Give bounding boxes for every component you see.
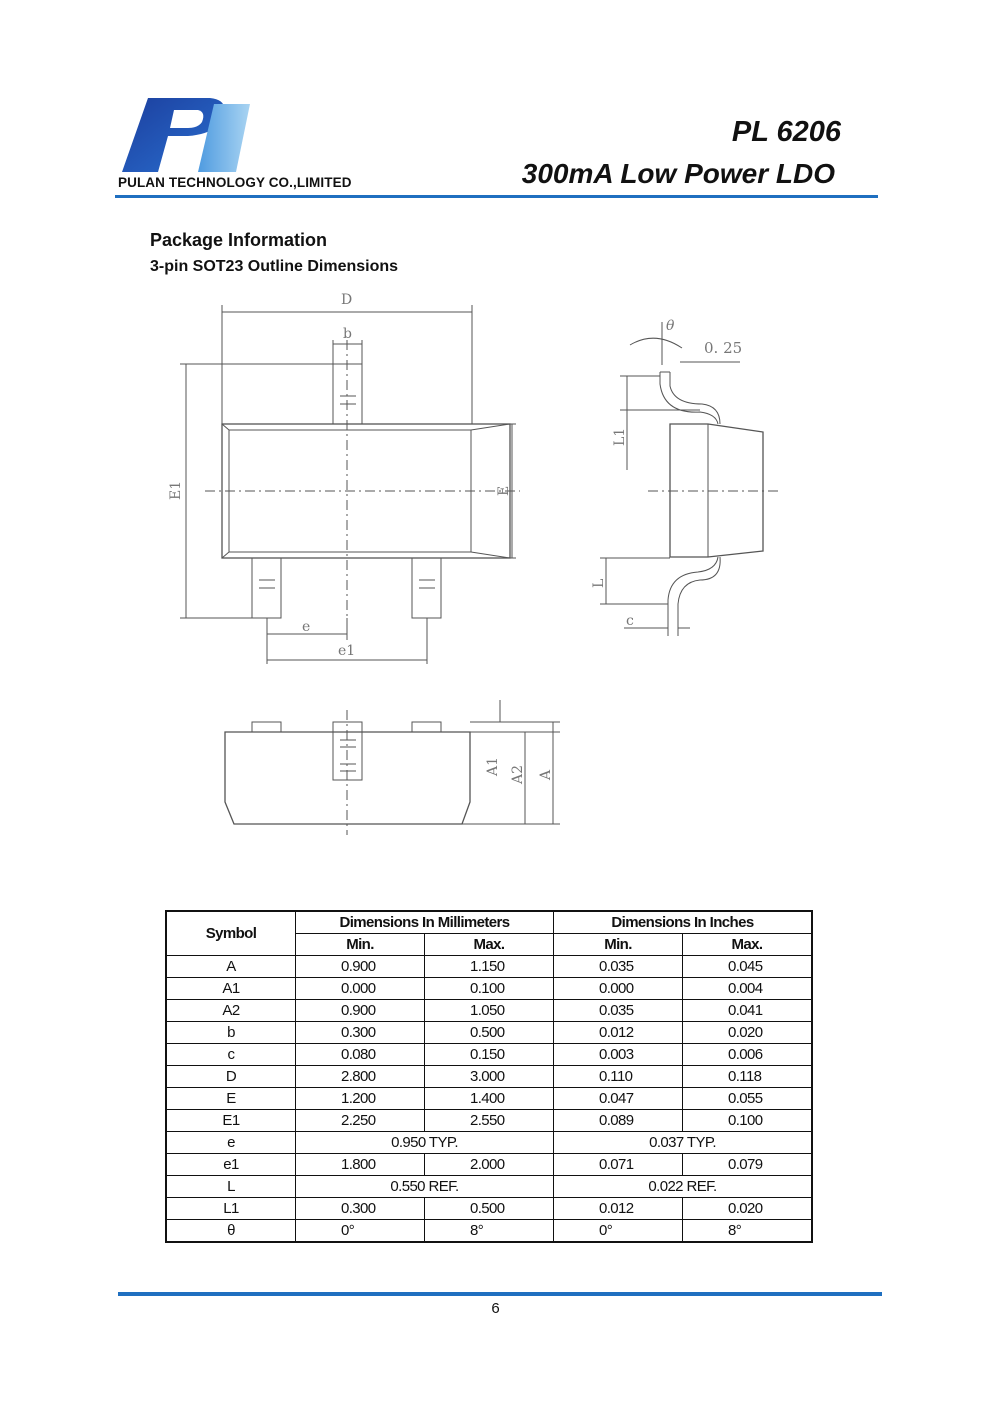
in-max-header: Max. [683,934,813,956]
table-row [166,1088,812,1110]
mm-max-cell: 0.500 [425,1198,554,1220]
mm-max-cell: 2.000 [425,1154,554,1176]
symbol-cell: D [166,1066,296,1088]
in-max-cell: 0.020 [683,1198,813,1220]
in-min-cell: 0.012 [554,1198,683,1220]
in-max-cell: 0.118 [683,1066,813,1088]
in-max-cell: 8° [683,1220,813,1243]
mm-max-cell: 1.400 [425,1088,554,1110]
mm-min-cell: 0.080 [296,1044,425,1066]
symbol-cell: b [166,1022,296,1044]
label-D: D [341,292,353,308]
mm-max-cell: 0.100 [425,978,554,1000]
mm-max-cell: 1.150 [425,956,554,978]
in-min-cell: 0.035 [554,1000,683,1022]
symbol-cell: E1 [166,1110,296,1132]
symbol-cell: L [166,1176,296,1198]
symbol-cell: A [166,956,296,978]
outline-drawing [150,285,850,845]
mm-min-cell: 2.250 [296,1110,425,1132]
mm-min-cell: 0.300 [296,1022,425,1044]
mm-header: Dimensions In Millimeters [296,911,554,934]
table-row [166,1132,812,1154]
in-min-cell: 0.110 [554,1066,683,1088]
mm-min-cell: 0° [296,1220,425,1243]
mm-max-cell: 3.000 [425,1066,554,1088]
table-row [166,1154,812,1176]
in-span-cell: 0.037 TYP. [554,1132,813,1154]
label-E: E [496,485,512,496]
page-number: 6 [491,1300,500,1317]
in-max-cell: 0.100 [683,1110,813,1132]
symbol-cell: A1 [166,978,296,1000]
label-b: b [343,326,352,342]
mm-min-cell: 1.800 [296,1154,425,1176]
symbol-header: Symbol [166,911,296,956]
in-max-cell: 0.041 [683,1000,813,1022]
in-max-cell: 0.020 [683,1022,813,1044]
mm-max-cell: 8° [425,1220,554,1243]
mm-min-cell: 0.000 [296,978,425,1000]
in-min-cell: 0.071 [554,1154,683,1176]
section-subtitle: 3-pin SOT23 Outline Dimensions [150,258,399,275]
table-row [166,956,812,978]
in-min-header: Min. [554,934,683,956]
label-e1: e1 [338,643,356,659]
label-c: c [626,613,634,629]
mm-min-cell: 0.900 [296,956,425,978]
symbol-cell: θ [166,1220,296,1243]
label-L: L [591,578,607,588]
table-row [166,1198,812,1220]
company-name: PULAN TECHNOLOGY CO.,LIMITED [118,175,352,190]
product-title: 300mA Low Power LDO [521,158,835,189]
symbol-cell: A2 [166,1000,296,1022]
table-row [166,1220,812,1243]
mm-min-cell: 0.300 [296,1198,425,1220]
part-number: PL 6206 [731,116,841,148]
symbol-cell: c [166,1044,296,1066]
in-max-cell: 0.079 [683,1154,813,1176]
table-row [166,1000,812,1022]
table-row [166,1176,812,1198]
in-min-cell: 0.003 [554,1044,683,1066]
table-row [166,1022,812,1044]
in-max-cell: 0.045 [683,956,813,978]
mm-max-cell: 1.050 [425,1000,554,1022]
in-span-cell: 0.022 REF. [554,1176,813,1198]
in-min-cell: 0.012 [554,1022,683,1044]
symbol-cell: E [166,1088,296,1110]
table-row [166,1110,812,1132]
in-max-cell: 0.004 [683,978,813,1000]
mm-min-cell: 1.200 [296,1088,425,1110]
in-min-cell: 0.047 [554,1088,683,1110]
mm-span-cell: 0.550 REF. [296,1176,554,1198]
symbol-cell: L1 [166,1198,296,1220]
label-lead-0-25: 0. 25 [704,339,743,357]
label-L1: L1 [612,427,628,446]
label-e: e [302,619,311,635]
label-theta: θ [666,318,675,334]
mm-max-cell: 0.150 [425,1044,554,1066]
company-logo [118,96,250,176]
symbol-cell: e1 [166,1154,296,1176]
in-min-cell: 0.035 [554,956,683,978]
mm-max-cell: 2.550 [425,1110,554,1132]
label-A1: A1 [485,756,501,776]
table-row [166,1066,812,1088]
in-min-cell: 0.089 [554,1110,683,1132]
label-E1: E1 [168,480,184,500]
in-max-cell: 0.006 [683,1044,813,1066]
in-max-cell: 0.055 [683,1088,813,1110]
label-A2: A2 [510,764,526,784]
mm-min-cell: 2.800 [296,1066,425,1088]
table-row [166,978,812,1000]
in-min-cell: 0.000 [554,978,683,1000]
in-min-cell: 0° [554,1220,683,1243]
symbol-cell: e [166,1132,296,1154]
mm-span-cell: 0.950 TYP. [296,1132,554,1154]
mm-max-cell: 0.500 [425,1022,554,1044]
in-header: Dimensions In Inches [554,911,813,934]
table-row [166,1044,812,1066]
mm-min-header: Min. [296,934,425,956]
label-A: A [538,769,554,780]
section-title: Package Information [150,230,328,250]
header-rule [115,195,878,198]
footer-rule [118,1292,882,1296]
mm-max-header: Max. [425,934,554,956]
mm-min-cell: 0.900 [296,1000,425,1022]
dimensions-table [165,910,813,1243]
